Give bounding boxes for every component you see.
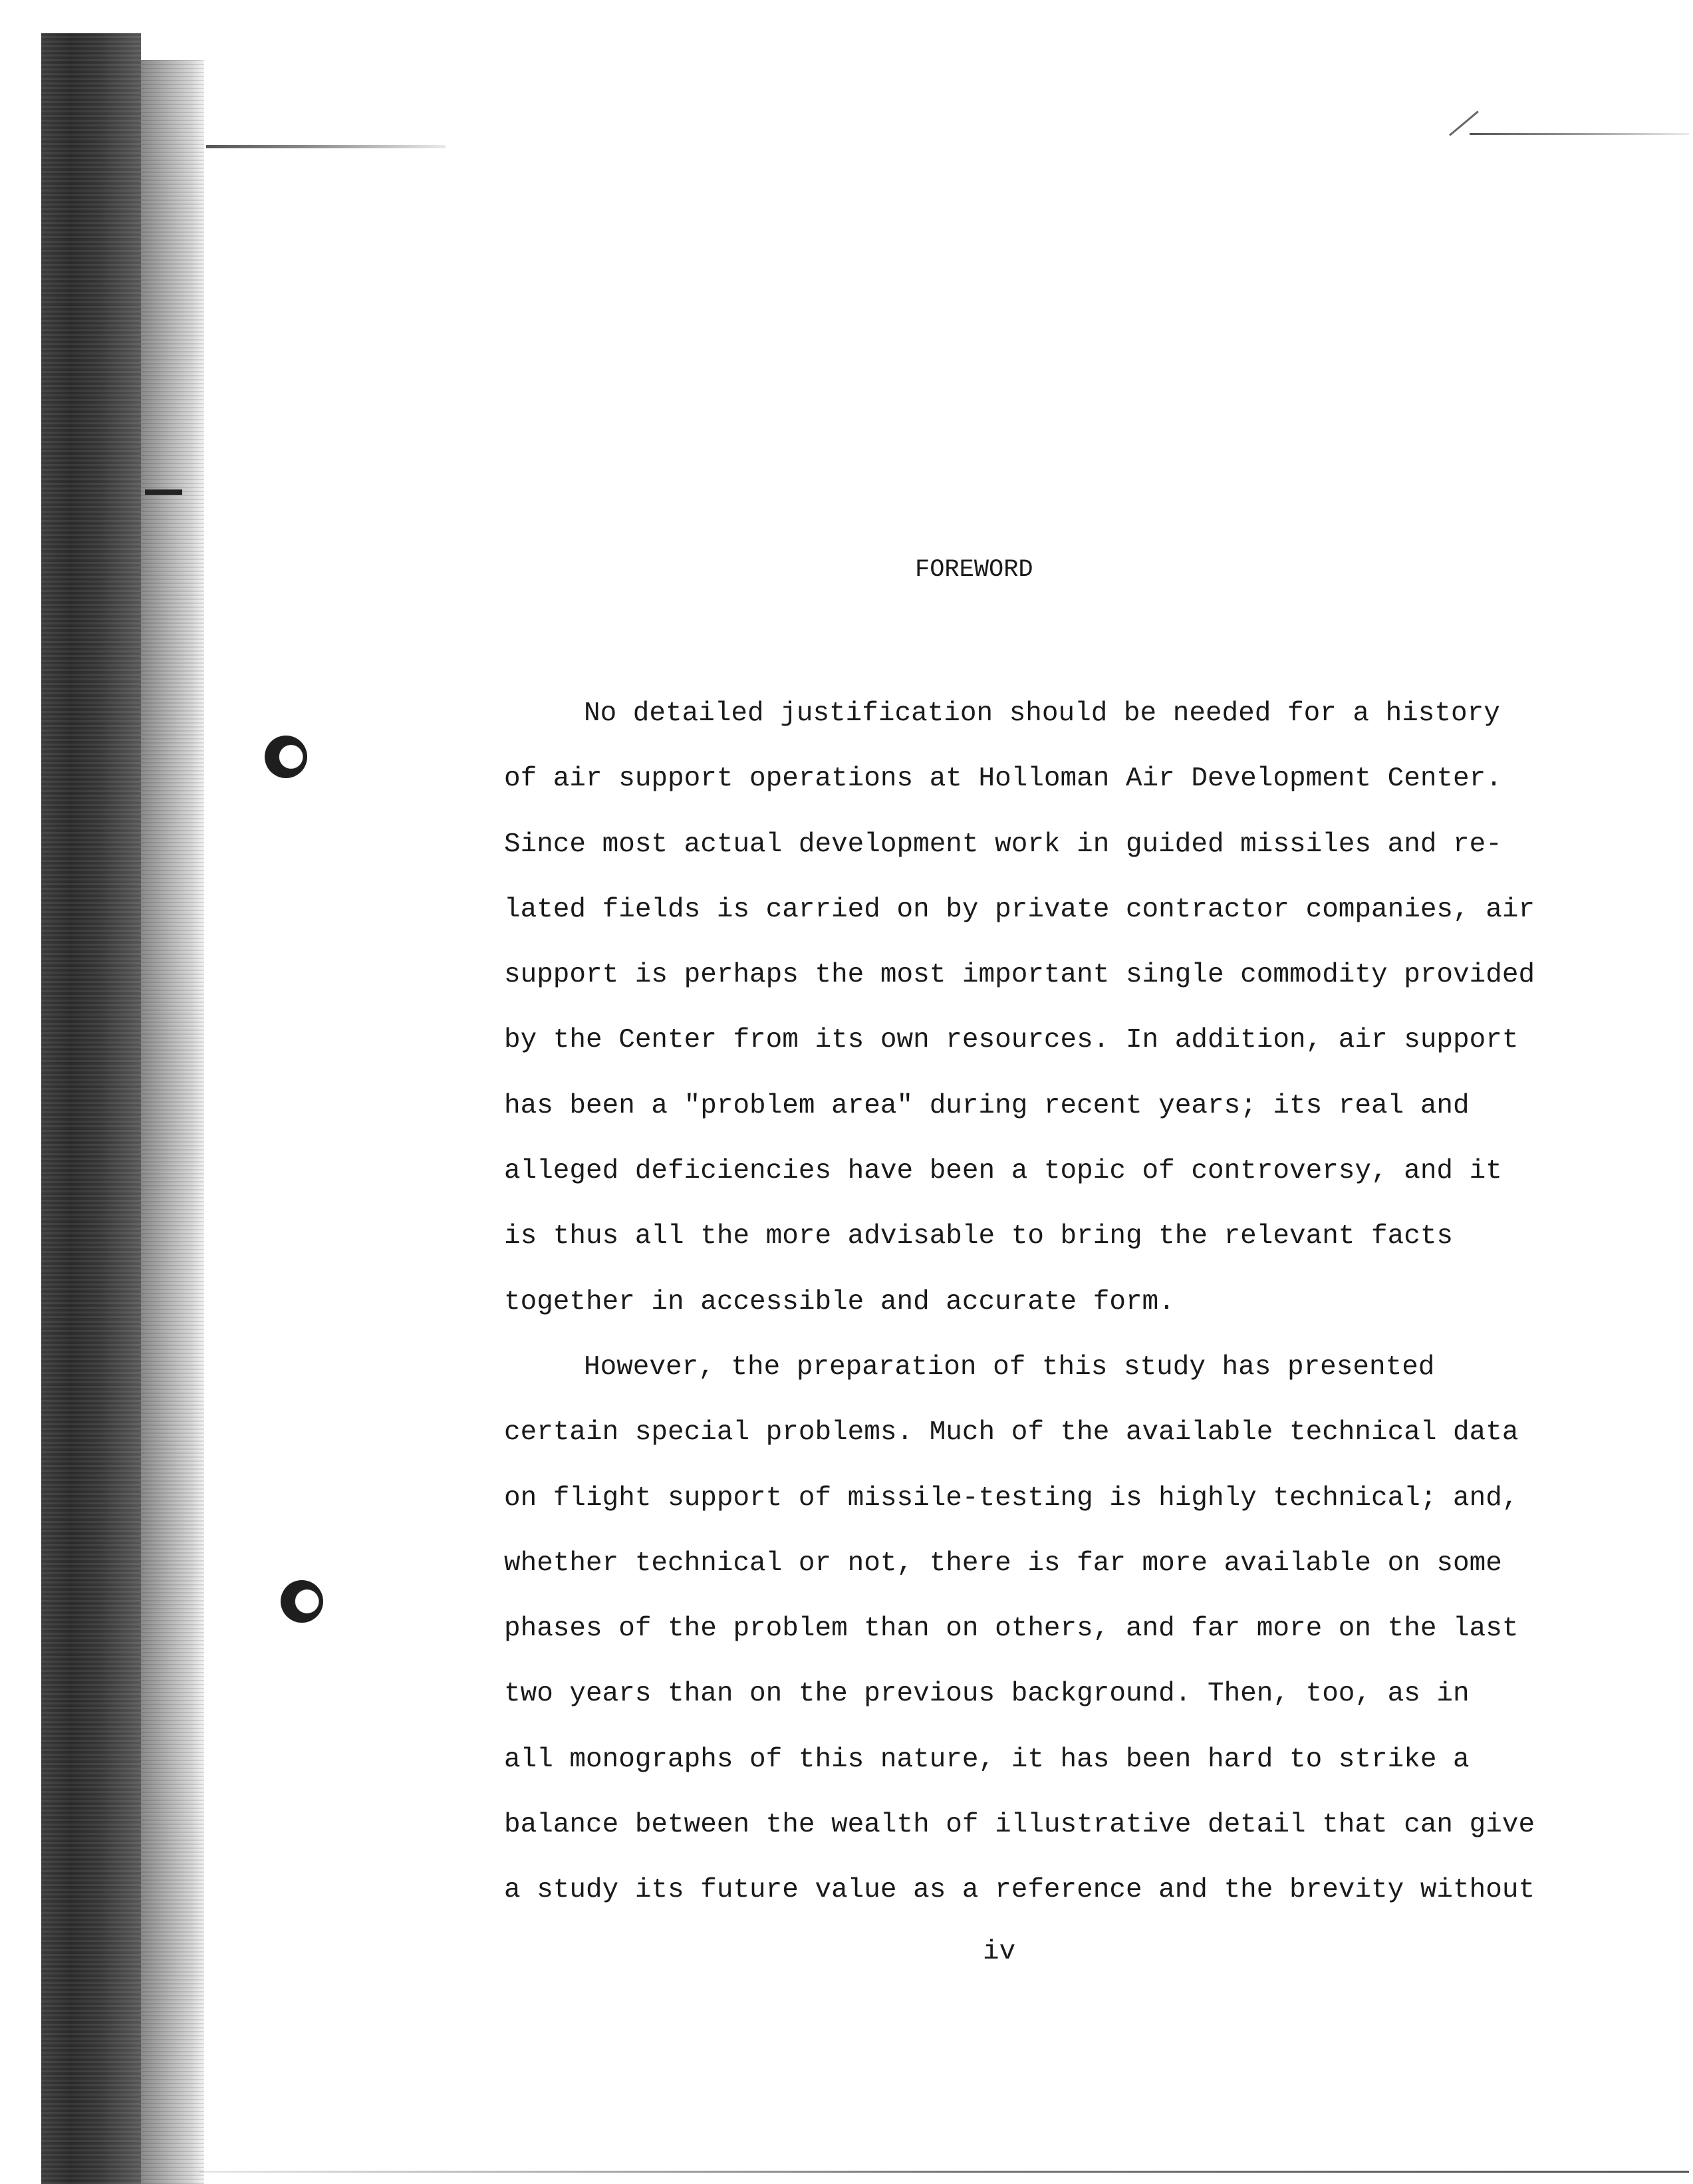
text-line: Since most actual development work in guided missiles and re-	[504, 829, 1502, 860]
scan-edge-line-top-left	[206, 145, 446, 148]
text-line: However, the preparation of this study has presented	[584, 1351, 1435, 1383]
text-line: lated fields is carried on by private contractor companies, air	[504, 894, 1535, 925]
text-line: of air support operations at Holloman Air Development Center.	[504, 763, 1502, 795]
text-line: two years than on the previous background. Then, too, as in	[504, 1679, 1470, 1710]
text-line: has been a "problem area" during recent years; its real and	[504, 1090, 1470, 1121]
scan-edge-line-top-right	[1470, 133, 1689, 135]
text-line: alleged deficiencies have been a topic of controversy, and it	[504, 1156, 1502, 1187]
punch-hole-upper	[265, 736, 307, 778]
text-line: a study its future value as a reference and the brevity without	[504, 1875, 1535, 1906]
text-line: whether technical or not, there is far more available on some	[504, 1548, 1502, 1579]
foreword-body	[504, 681, 1581, 1923]
scan-binding-edge	[141, 60, 204, 2184]
scan-corner-mark	[1449, 110, 1479, 136]
text-line: phases of the problem than on others, and far more on the last	[504, 1613, 1519, 1645]
scan-edge-line-bottom	[199, 2171, 1689, 2173]
text-line: certain special problems. Much of the available technical data	[504, 1417, 1519, 1448]
punch-hole-lower	[281, 1580, 323, 1623]
text-line: by the Center from its own resources. In addition, air support	[504, 1025, 1519, 1056]
text-line: support is perhaps the most important single commodity provided	[504, 960, 1535, 991]
text-line: on flight support of missile-testing is highly technical; and,	[504, 1482, 1519, 1514]
text-line: No detailed justification should be needed for a history	[584, 698, 1500, 729]
text-line: is thus all the more advisable to bring the relevant facts	[504, 1221, 1454, 1252]
scan-binding-shadow	[41, 33, 141, 2184]
text-line: balance between the wealth of illustrative detail that can give	[504, 1810, 1535, 1841]
page-title: FOREWORD	[915, 556, 1033, 584]
text-line: together in accessible and accurate form.	[504, 1286, 1175, 1317]
text-line: all monographs of this nature, it has been hard to strike a	[504, 1744, 1470, 1775]
page-number: iv	[983, 1937, 1016, 1967]
binding-notch-mark	[145, 489, 182, 495]
